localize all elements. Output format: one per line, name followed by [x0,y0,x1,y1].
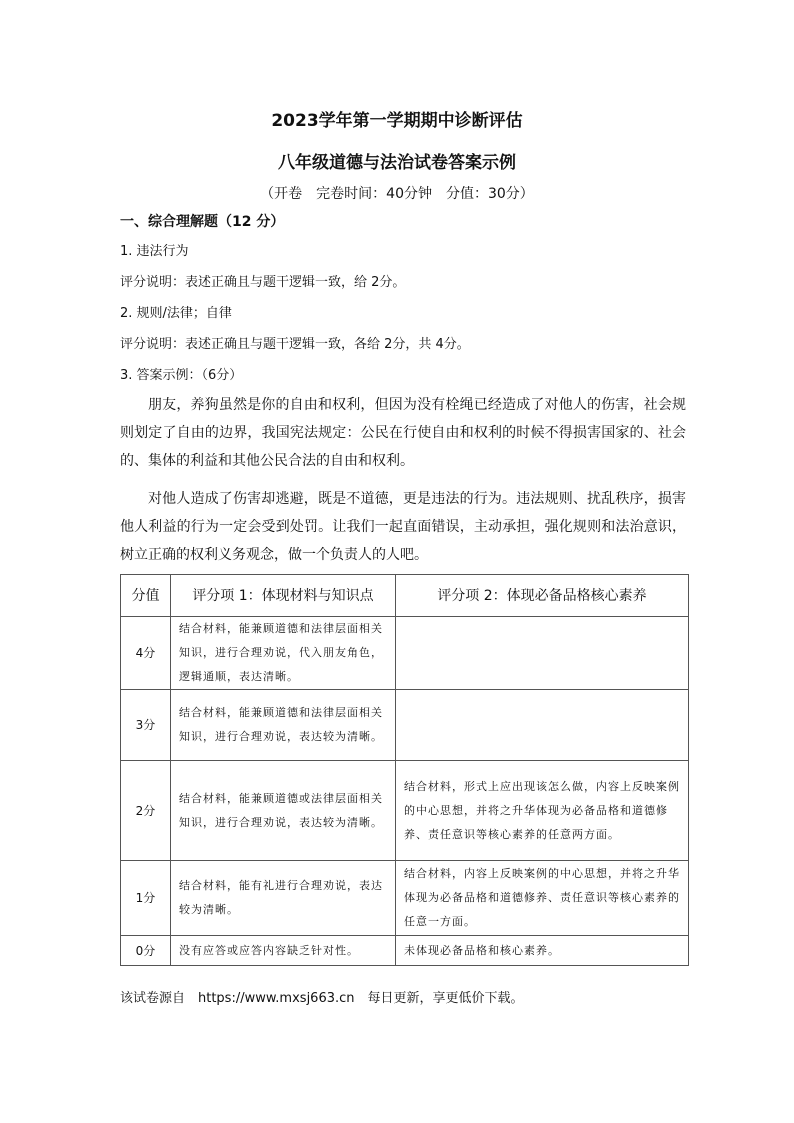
row-score: 2分 [121,761,171,861]
q2-scoring: 评分说明：表述正确且与题干逻辑一致，各给 2分，共 4分。 [120,337,470,352]
table-row [121,761,689,861]
scoring-rubric-table [120,574,689,966]
row-item-2 [396,690,689,761]
exam-subtitle: 八年级道德与法治试卷答案示例 [278,153,516,173]
row-item-1: 结合材料，能有礼进行合理劝说，表达较为清晰。 [171,861,396,936]
row-item-1: 没有应答或应答内容缺乏针对性。 [171,936,396,966]
source-footer: 该试卷源自 https://www.mxsj663.cn 每日更新，享更低价下载。 [120,991,524,1006]
row-item-1: 结合材料，能兼顾道德和法律层面相关知识，进行合理劝说，表达较为清晰。 [171,690,396,761]
exam-title: 2023学年第一学期期中诊断评估 [271,111,523,131]
section-heading: 一、综合理解题（12 分） [120,214,285,230]
q3-paragraph-1: 朋友，养狗虽然是你的自由和权利，但因为没有栓绳已经造成了对他人的伤害，社会规则划定了自由的边界，我国宪法规定：公民在行使自由和权利的时候不得损害国家的、社会的、集体的利益和其他公民合法的自由和权利。 [120,397,686,469]
q1-answer: 1. 违法行为 [120,244,189,259]
row-item-2: 结合材料，形式上应出现该怎么做，内容上反映案例的中心思想，并将之升华体现为必备品格和道德修养、责任意识等核心素养的任意两方面。 [396,761,689,861]
row-score: 1分 [121,861,171,936]
row-item-1: 结合材料，能兼顾道德和法律层面相关知识，进行合理劝说，代入朋友角色，逻辑通顺，表达清晰。 [171,617,396,690]
row-item-2 [396,617,689,690]
table-row [121,690,689,761]
table-row [121,936,689,966]
row-item-1: 结合材料，能兼顾道德或法律层面相关知识，进行合理劝说，表达较为清晰。 [171,761,396,861]
header-item-2: 评分项 2：体现必备品格核心素养 [396,575,689,617]
row-item-2: 结合材料，内容上反映案例的中心思想，并将之升华体现为必备品格和道德修养、责任意识等核心素养的任意一方面。 [396,861,689,936]
row-score: 0分 [121,936,171,966]
row-score: 3分 [121,690,171,761]
header-item-1: 评分项 1：体现材料与知识点 [171,575,396,617]
table-header-row [121,575,689,617]
q3-paragraph-2: 对他人造成了伤害却逃避，既是不道德，更是违法的行为。违法规则、扰乱秩序，损害他人利益的行为一定会受到处罚。让我们一起直面错误，主动承担，强化规则和法治意识，树立正确的权利义务观念，做一个负责人的人吧。 [120,491,686,563]
table-row [121,861,689,936]
row-item-2: 未体现必备品格和核心素养。 [396,936,689,966]
exam-meta: （开卷 完卷时间：40分钟 分值：30分） [260,186,534,202]
q2-answer: 2. 规则/法律；自律 [120,306,232,321]
q3-heading: 3. 答案示例：（6分） [120,368,243,383]
row-score: 4分 [121,617,171,690]
header-score: 分值 [121,575,171,617]
table-row [121,617,689,690]
q1-scoring: 评分说明：表述正确且与题干逻辑一致，给 2分。 [120,275,406,290]
